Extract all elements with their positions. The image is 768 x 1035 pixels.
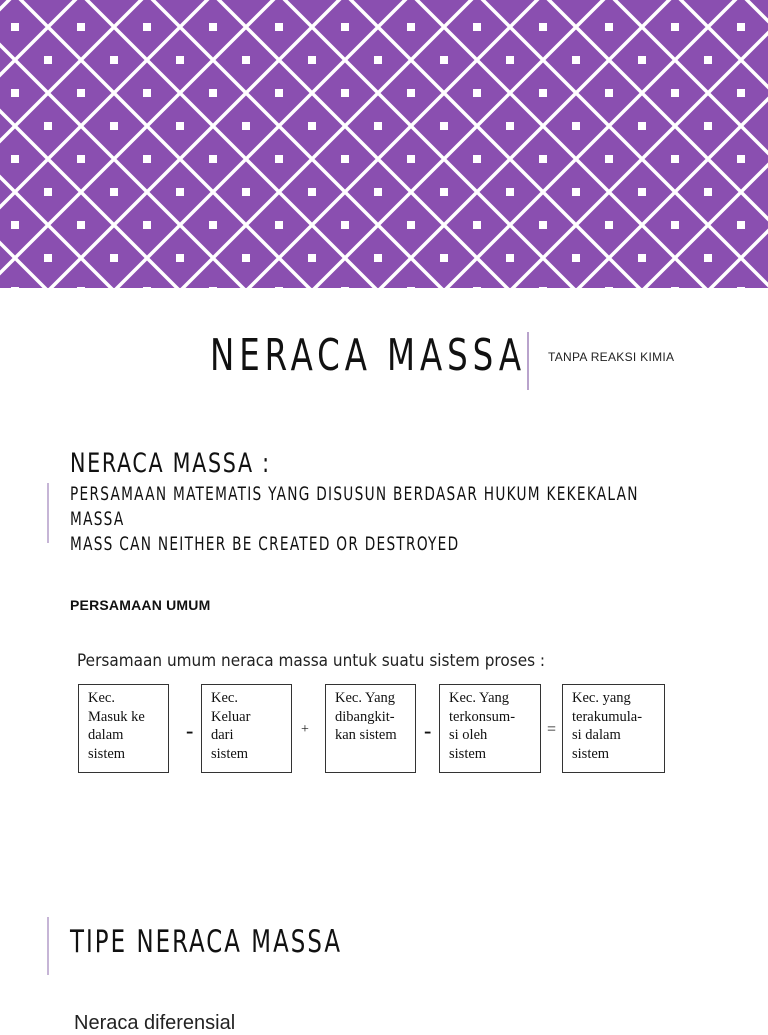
page-title: NERACA MASSA — [210, 330, 526, 381]
page-subtitle: TANPA REAKSI KIMIA — [548, 350, 675, 364]
equation-term-generation: Kec. Yang dibangkit- kan sistem — [325, 684, 416, 773]
definition-line: MASSA — [70, 508, 125, 530]
section-label-persamaan-umum: PERSAMAAN UMUM — [70, 597, 211, 613]
equation-operator-plus: + — [301, 722, 309, 737]
definition-line: PERSAMAAN MATEMATIS YANG DISUSUN BERDASAR HUKUM KEKEKALAN — [70, 483, 639, 505]
types-first-item: Neraca diferensial — [74, 1012, 236, 1034]
equation-term-input: Kec. Masuk ke dalam sistem — [78, 684, 169, 773]
definition-line: MASS CAN NEITHER BE CREATED OR DESTROYED — [70, 533, 460, 555]
header-banner — [0, 0, 768, 288]
equation-term-accumulation: Kec. yang terakumula- si dalam sistem — [562, 684, 665, 773]
types-accent-bar — [47, 917, 49, 975]
title-row — [0, 330, 768, 390]
equation-operator-equals: = — [547, 721, 557, 738]
equation-term-output: Kec. Keluar dari sistem — [201, 684, 292, 773]
equation-term-consumption: Kec. Yang terkonsum- si oleh sistem — [439, 684, 541, 773]
equation-intro: Persamaan umum neraca massa untuk suatu sistem proses : — [77, 651, 546, 671]
diamond-pattern — [0, 0, 768, 288]
title-divider — [527, 332, 529, 390]
definition-accent-bar — [47, 483, 49, 543]
equation-operator-minus: - — [186, 718, 194, 743]
types-heading: TIPE NERACA MASSA — [70, 924, 343, 960]
definition-heading: NERACA MASSA : — [70, 448, 271, 479]
equation-operator-minus: - — [424, 718, 432, 743]
